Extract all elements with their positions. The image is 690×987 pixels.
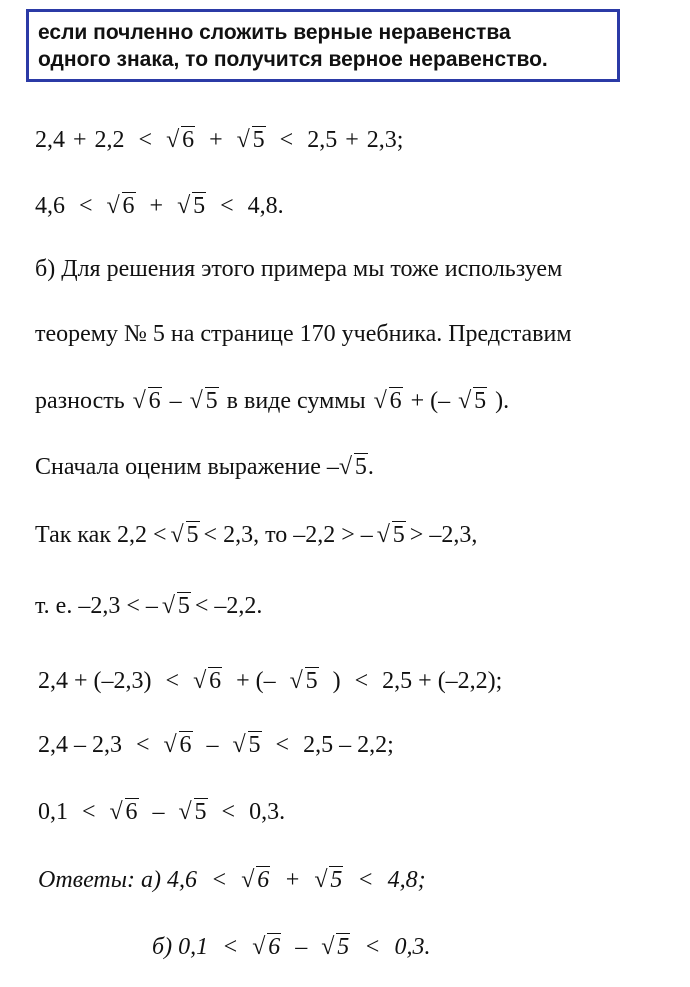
text-segment: <	[222, 934, 239, 960]
text-segment: + (–	[410, 388, 451, 414]
text-segment: <	[79, 193, 93, 219]
answer-a	[38, 866, 426, 894]
text-segment: <	[220, 193, 234, 219]
text-segment: 2,5 + 2,3;	[307, 127, 404, 153]
text-segment: 0,3.	[249, 799, 286, 825]
text-segment: <	[138, 127, 153, 153]
text-segment: +	[209, 127, 223, 153]
text-segment: 2,4 – 2,3	[38, 732, 122, 758]
text-segment: –	[206, 732, 219, 758]
sqrt-5	[458, 387, 487, 415]
text-segment: 2,4 + 2,2	[35, 127, 125, 153]
radicand: 5	[194, 799, 207, 825]
text-segment: т. е. –2,3 < –	[35, 593, 158, 619]
radicand: 5	[177, 593, 190, 619]
text-segment: разность	[35, 388, 125, 414]
text-segment: <	[354, 668, 369, 694]
text-segment: 0,1	[38, 799, 68, 825]
paragraph-line	[35, 387, 509, 415]
radicand: 6	[257, 867, 270, 893]
sqrt-6	[374, 387, 403, 415]
radicand: 5	[354, 454, 367, 480]
radicand: 6	[179, 732, 192, 758]
sqrt-6	[164, 731, 193, 759]
sqrt-5	[190, 387, 219, 415]
text-segment: + (–	[236, 668, 276, 694]
callout-line: одного знака, то получится верное неравенство.	[38, 48, 548, 71]
text-segment: теорему № 5 на странице 170 учебника. Представим	[35, 321, 572, 347]
sqrt-5	[162, 592, 191, 620]
sqrt-6	[166, 126, 195, 154]
sqrt-5	[321, 933, 350, 961]
text-segment: 0,3.	[394, 934, 431, 960]
text-segment: +	[149, 193, 164, 219]
text-segment: <	[275, 732, 290, 758]
sqrt-6	[107, 192, 136, 220]
text-segment: Сначала оценим выражение –	[35, 454, 339, 480]
radicand: 5	[337, 934, 350, 960]
radicand: 6	[148, 388, 161, 414]
sqrt-6	[110, 798, 139, 826]
text-segment: 4,6	[35, 193, 65, 219]
text-segment: –	[295, 934, 308, 960]
inequality-sum-bounds	[35, 126, 403, 154]
sqrt-6	[241, 866, 270, 894]
inequality-diff-step	[38, 731, 394, 759]
text-segment: –	[152, 799, 165, 825]
sqrt-5	[233, 731, 262, 759]
text-segment: <	[357, 867, 374, 893]
radicand: 6	[389, 388, 402, 414]
text-segment: 2,4 + (–2,3)	[38, 668, 152, 694]
text-segment: < –2,2.	[194, 593, 263, 619]
paragraph-line	[35, 320, 572, 348]
sqrt-6	[133, 387, 162, 415]
text-segment: +	[284, 867, 301, 893]
text-segment: .	[367, 454, 374, 480]
text-segment: <	[221, 799, 236, 825]
radicand: 5	[392, 522, 405, 548]
text-segment: <	[211, 867, 228, 893]
text-segment: в виде суммы	[226, 388, 366, 414]
radicand: 6	[268, 934, 281, 960]
radicand: 5	[186, 522, 199, 548]
text-segment: <	[279, 127, 294, 153]
paragraph-line	[35, 592, 262, 620]
sqrt-5	[171, 521, 200, 549]
text-segment: –	[169, 388, 182, 414]
text-segment: 4,8.	[247, 193, 284, 219]
text-segment: > –2,3,	[409, 522, 478, 548]
radicand: 5	[205, 388, 218, 414]
sqrt-5	[290, 667, 319, 695]
sqrt-5	[314, 866, 343, 894]
inequality-diff-result	[38, 798, 285, 826]
sqrt-6	[252, 933, 281, 961]
radicand: 5	[193, 193, 206, 219]
sqrt-5	[377, 521, 406, 549]
paragraph-line	[35, 255, 562, 283]
text-segment: 2,5 – 2,2;	[303, 732, 394, 758]
text-segment: б) Для решения этого примера мы тоже используем	[35, 256, 563, 282]
theorem-callout	[26, 9, 620, 82]
radicand: 6	[125, 799, 138, 825]
radicand: 6	[122, 193, 135, 219]
radicand: 5	[305, 668, 318, 694]
text-segment: Ответы: а) 4,6	[38, 867, 197, 893]
paragraph-line	[35, 521, 477, 549]
radicand: 5	[474, 388, 487, 414]
sqrt-5	[179, 798, 208, 826]
radicand: 6	[209, 668, 222, 694]
text-segment: < 2,3, то –2,2 > –	[203, 522, 373, 548]
sqrt-6	[193, 667, 222, 695]
answer-b	[152, 933, 430, 961]
inequality-diff-bounds	[38, 667, 502, 695]
callout-line: если почленно сложить верные неравенства	[38, 21, 511, 44]
radicand: 5	[330, 867, 343, 893]
inequality-sum-result	[35, 192, 284, 220]
radicand: 6	[182, 127, 195, 153]
text-segment: 4,8;	[387, 867, 426, 893]
text-segment: б) 0,1	[152, 934, 209, 960]
text-segment: Так как 2,2 <	[35, 522, 167, 548]
sqrt-5	[237, 126, 266, 154]
sqrt-5	[177, 192, 206, 220]
text-segment: <	[165, 668, 180, 694]
sqrt-5	[339, 453, 368, 481]
text-segment: 2,5 + (–2,2);	[382, 668, 503, 694]
radicand: 5	[248, 732, 261, 758]
text-segment: <	[364, 934, 381, 960]
radicand: 5	[252, 127, 265, 153]
text-segment: <	[136, 732, 150, 758]
paragraph-line	[35, 453, 374, 481]
text-segment: )	[332, 668, 341, 694]
text-segment: <	[82, 799, 96, 825]
text-segment: ).	[495, 388, 510, 414]
